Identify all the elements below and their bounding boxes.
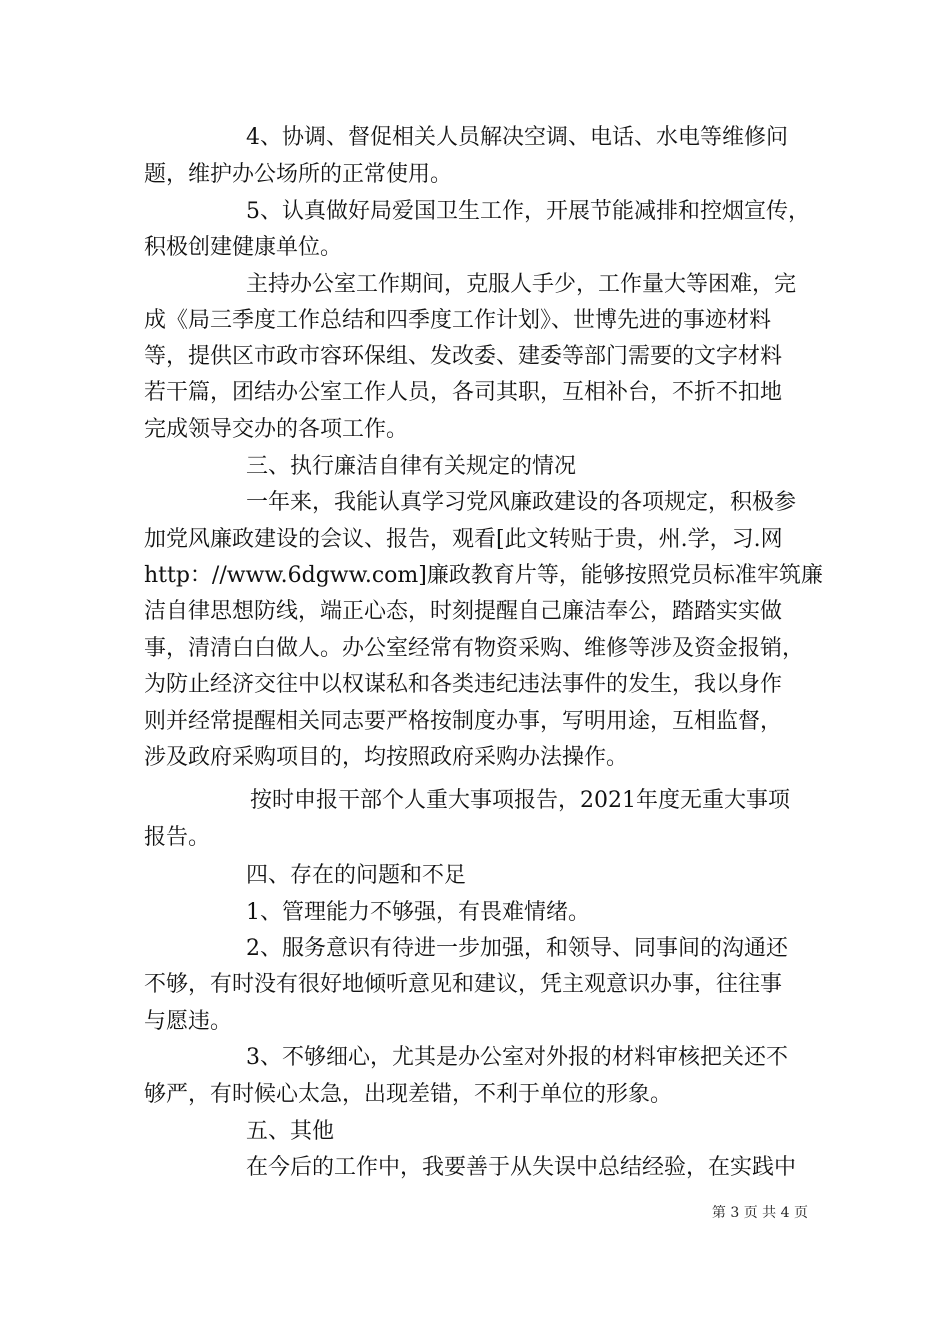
page-number: 第 3 页 共 4 页	[711, 1205, 808, 1221]
document-page: 4、协调、督促相关人员解决空调、电话、水电等维修问 题，维护办公场所的正常使用。 5、认真做好局爱国卫生工作，开展节能减排和控烟宣传， 积极创建健康单位。 主持办公室工作期间，克服人手少，工作量大等困难，完 成《局三季度工作总结和四季度工作计划》、世博先进的事迹材料 等，提供区市政市容环保组、发改委、建委等部门需要的文字材料 若干篇，团结办公室工作人员，各司其职，互相补台，不折不扣地 完成领导交办的各项工作。 三、执行廉洁自律有关规定的情况 一年来，我能认真学习党风廉政建设的各项规定，积极参 加党风廉政建设的会议、报告，观看[此文转贴于贵，州.学，习.网 http：//www.6dgww.com]廉政教育片等，能够按照党员标准牢筑廉 洁自律思想防线，端正心态，时刻提醒自己廉洁奉公，踏踏实实做 事，清清白白做人。办公室经常有物资采购、维修等涉及资金报销， 为防止经济交往中以权谋私和各类违纪违法事件的发生，我以身作 则并经常提醒相关同志要严格按制度办事，写明用途，互相监督， 涉及政府采购项目的，均按照政府采购办法操作。 按时申报干部个人重大事项报告，2021年度无重大事项 报告。 四、存在的问题和不足 1、管理能力不够强，有畏难情绪。 2、服务意识有待进一步加强，和领导、同事间的沟通还 不够，有时没有很好地倾听意见和建议，凭主观意识办事，往往事 与愿违。 3、不够细心，尤其是办公室对外报的材料审核把关还不 够严，有时候心太急，出现差错，不利于单位的形象。 五、其他 在今后的工作中，我要善于从失误中总结经验，在实践中 第 3 页 共 4 页	[0, 0, 950, 1344]
